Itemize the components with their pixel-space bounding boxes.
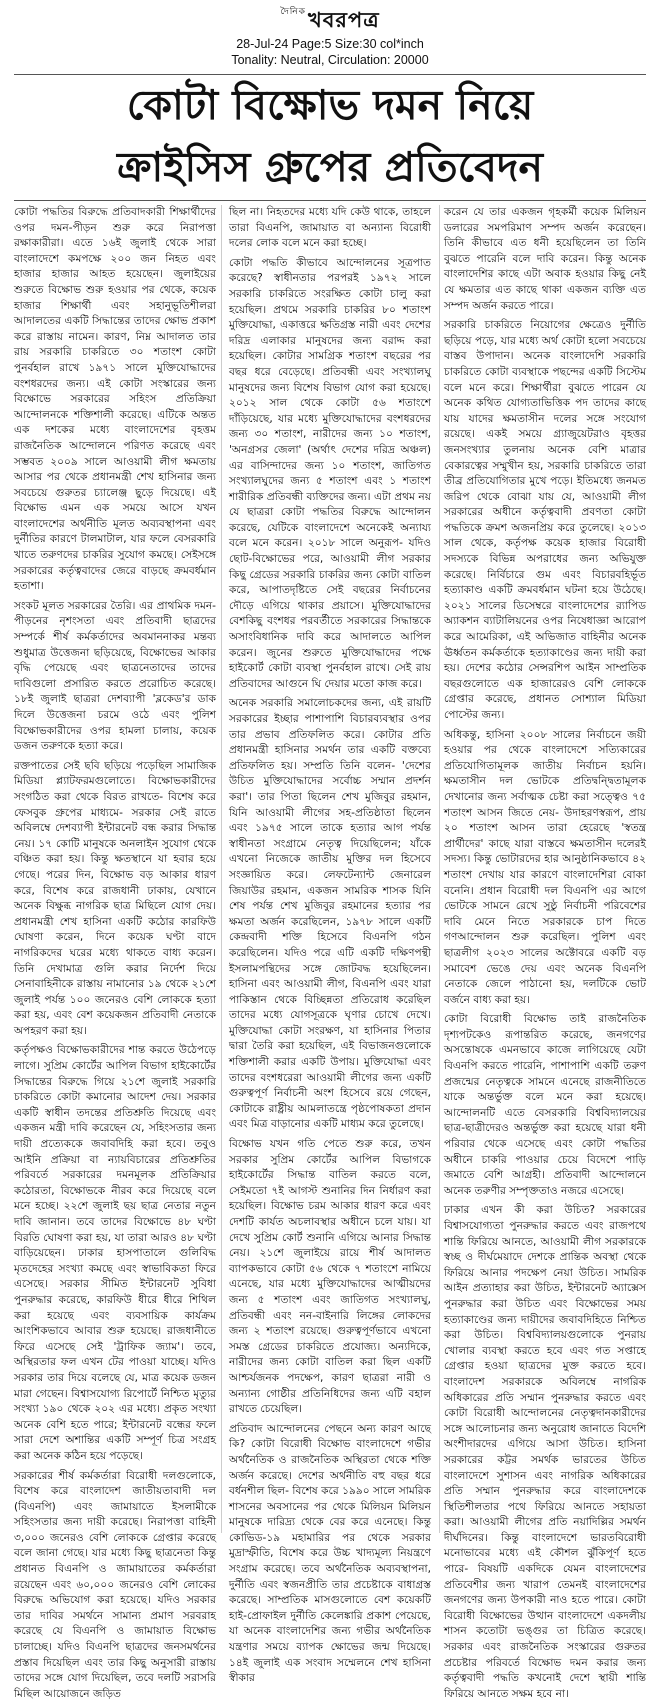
article-paragraph: কর্তৃপক্ষও বিক্ষোভকারীদের শান্ত করতে উঠেপড়ে লাগে। সুপ্রিম কোর্টের আপিল বিভাগ হাইকোর্টের সিদ্ধান্তের বিরুদ্ধে গিয়ে ২১শে জুলাই সরকারি চাকরিতে কোটা কমানোর আদেশ দেয়। সরকার একটি স্বাধীন তদন্তের প্রতিশ্রুতি দিয়েছে এবং একজন মন্ত্রী দাবি করেছেন যে, সহিংসতার জন্য দায়ী প্রত্যেককে জবাবদিহি করা হবে। তবুও আইনি প্রক্রিয়া বা ন্যায়বিচারের প্রতিশ্রুতির পরিবর্তে সরকারের দমনমূলক প্রতিক্রিয়ার কঠোরতা, বিক্ষোভকে নীরব করে দিয়েছে বলে মনে হচ্ছে। ২২শে জুলাই ছয় ছাত্র নেতার নতুন দাবি জানান। তবে তাদের বিক্ষোভে ৪৮ ঘণ্টা বিরতি ঘোষণা করা হয়, যা তারা আরও ৪৮ ঘণ্টা বাড়িয়েছেন। ঢাকার হাসপাতালে গুলিবিদ্ধ মৃতদেহের সংখ্যা কমছে এবং স্বাভাবিকতা ফিরে এসেছে। সরকার সীমিত ইন্টারনেট সুবিধা পুনরুদ্ধার করেছে, কারফিউ ধীরে ধীরে শিথিল করা হয়েছে এবং ব্যবসায়িক কার্যক্রম আংশিকভাবে আবার শুরু হয়েছে। রাজধানীতে ফিরে এসেছে সেই 'ট্রাফিক জ্যাম'। তবে, অস্থিরতার ফল এখন টের পাওয়া যাচ্ছে। যদিও সরকার তার দিয়ে বলেছে যে, মাত্র কয়েক ডজন মারা গেছেন। বিশ্বাসযোগ্য রিপোর্টে নিশ্চিত মৃত্যুর সংখ্যা ১৯০ থেকে ২০২ এর মধ্যে। প্রকৃত সংখ্যা অনেক বেশি হতে পারে; ইন্টারনেট বন্ধের ফলে সারা দেশে অশান্তির একটি সম্পূর্ণ চিত্র সংগ্রহ করা অনেক কঠিন হয়ে পড়েছে।	[14, 1043, 216, 1464]
article-paragraph: অনেক সরকারি সমালোচকদের জন্য, এই রায়টি সরকারের ইচ্ছার পাশাপাশি বিচারব্যবস্থার ওপর তার প্রভাব প্রতিফলিত করে। কোটার প্রতি প্রধানমন্ত্রী হাসিনার সমর্থন তার একটি বক্তব্যে প্রতিফলিত হয়। সম্প্রতি তিনি বলেন- 'দেশের উচিত মুক্তিযোদ্ধাদের সর্বোচ্চ সম্মান প্রদর্শন করা'। তার পিতা ছিলেন শেখ মুজিবুর রহমান, যিনি আওয়ামী লীগের সহ-প্রতিষ্ঠাতা ছিলেন এবং ১৯৭৫ সালে তাকে হত্যার আগ পর্যন্ত স্বাধীনতা সংগ্রামে নেতৃত্ব দিয়েছিলেন; যাঁকে এখনো নিজেকে জাতীয় মুক্তির দল হিসেবে সংজ্ঞায়িত করে। লেফটেন্যান্ট জেনারেল জিয়াউর রহমান, একজন সামরিক শাসক যিনি শেষ পর্যন্ত শেখ মুজিবুর রহমানের হত্যার পর ক্ষমতা অর্জন করেছিলেন, ১৯৭৮ সালে একটি কেন্দ্রবাদী শক্তি হিসেবে বিএনপি গঠন করেছিলেন। যদিও পরে এটি একটি দক্ষিণপন্থী ইসলামপন্থিদের সঙ্গে জোটবদ্ধ হয়েছিলেন। হাসিনা এবং আওয়ামী লীগ, বিএনপি এবং যারা পাকিস্তান থেকে বিচ্ছিন্নতা প্রতিরোধ করেছিল তাদের মধ্যে যোগসূত্রকে ঘৃণার চোখে দেখে। মুক্তিযোদ্ধা কোটা সংরক্ষণ, যা হাসিনার পিতার দ্বারা তৈরি করা হয়েছিল, এই বিভাজনগুলোকে শক্তিশালী করার একটি উপায়। মুক্তিযোদ্ধা এবং তাদের বংশধরেরা আওয়ামী লীগের জন্য একটি গুরুত্বপূর্ণ নির্বাচনী অংশ হিসেবে রয়ে গেছেন, কোটাকে রাষ্ট্রীয় আমলাতন্ত্রে পৃষ্ঠপোষকতা প্রদান এবং মিত্র বাড়ানোর একটি মাধ্যম করে তুলেছে।	[229, 696, 431, 1133]
article-body	[14, 205, 646, 1533]
article-paragraph: ঢাকার এখন কী করা উচিত? সরকারের বিশ্বাসযোগ্যতা পুনরুদ্ধার করতে এবং রাজপথে শান্তি ফিরিয়ে আনতে, আওয়ামী লীগ সরকারকে স্বচ্ছ ও দীর্ঘমেয়াদে দেশকে প্রান্তিক অবস্থা থেকে ফিরিয়ে আনার পদক্ষেপ নেয়া উচিত। সামরিক আইন প্রত্যাহার করা উচিত, ইন্টারনেট অ্যাক্সেস পুনরুদ্ধার করা উচিত এবং বিক্ষোভের সময় হত্যাকাণ্ডের জন্য দায়ীদের জবাবদিহিতে নিশ্চিত করা উচিত। বিশ্ববিদ্যালয়গুলোকে পুনরায় খোলার ব্যবস্থা করতে হবে এবং গত সপ্তাহে গ্রেপ্তার হওয়া ছাত্রদের মুক্ত করতে হবে। বাংলাদেশ সরকারকে অবিলম্বে নাগরিক অধিকারের প্রতি সম্মান পুনরুদ্ধার করতে এবং কোটা বিরোধী আন্দোলনের নেতৃত্বদানকারীদের সঙ্গে আলোচনার জন্য অনুরোধ জানাতে বিদেশি অংশীদারদের এগিয়ে আসা উচিত। হাসিনা সরকারের কট্টর সমর্থক ভারতের উচিত বাংলাদেশে সুশাসন এবং নাগরিক অধিকারের প্রতি সম্মান পুনরুদ্ধার করে বাংলাদেশকে স্থিতিশীলতার পথে ফিরিয়ে আনতে সহায়তা করা। আওয়ামী লীগের প্রতি নয়াদিল্লির সমর্থন দীর্ঘদিনের। কিন্তু বাংলাদেশে ভারতবিরোধী মনোভাবের মধ্যে এই কৌশল ঝুঁকিপূর্ণ হতে পারে- বিষয়টি একদিকে যেমন বাংলাদেশের প্রতিবেশীর জন্য খারাপ তেমনই বাংলাদেশের জনগণের জন্য উপকারী নাও হতে পারে। কোটা বিরোধী বিক্ষোভের উত্থান বাংলাদেশে একদলীয় শাসন কতোটা ভঙ্গুর তা চিত্রিত করেছে। সরকার এবং রাজনৈতিক সংস্কারের গুরুতর প্রচেষ্টার পরিবর্তে বিক্ষোভ দমন করার জন্য কর্তৃত্ববাদী পদ্ধতি কখনোই দেশে স্থায়ী শান্তি ফিরিয়ে আনতে সক্ষম হবে না।	[444, 1203, 646, 1702]
article-paragraph: কোটা পদ্ধতি কীভাবে আন্দোলনের সূত্রপাত করেছে? স্বাধীনতার পরপরই ১৯৭২ সালে সরকারি চাকরিতে সংরক্ষিত কোটা চালু করা হয়েছিল। প্রথমে সরকারি চাকরির ৮০ শতাংশ মুক্তিযোদ্ধা, একাত্তরে ক্ষতিগ্রস্ত নারী এবং দেশের দরিদ্র এলাকার মানুষদের জন্য বরাদ্দ করা হয়েছিল। কোটার সামগ্রিক শতাংশ বছরের পর বছর ধরে বেড়েছে। প্রতিবন্ধী এবং সংখ্যালঘু মানুষদের জন্য বিশেষ বিভাগ যোগ করা হয়েছে। ২০১২ সাল থেকে কোটা ৫৬ শতাংশে দাঁড়িয়েছে, যার মধ্যে মুক্তিযোদ্ধাদের বংশধরদের জন্য ৩০ শতাংশ, নারীদের জন্য ১০ শতাংশ, 'অনগ্রসর জেলা' (অর্থাৎ দেশের দরিদ্র অঞ্চল) এর বাসিন্দাদের জন্য ১০ শতাংশ, জাতিগত সংখ্যালঘুদের জন্য ৫ শতাংশ এবং ১ শতাংশ শারীরিক প্রতিবন্ধী ব্যক্তিদের জন্য। এটা প্রথম নয় যে ছাত্ররা কোটা পদ্ধতির বিরুদ্ধে আন্দোলন করেছে, যেটিকে বাংলাদেশে অনেকেই অন্যায্য বলে মনে করেন। ২০১৮ সালে অনুরূপ- যদিও ছোট-বিক্ষোভের পরে, আওয়ামী লীগ সরকার কিছু গ্রেডের সরকারি চাকরির জন্য কোটা বাতিল করে, আপাতদৃষ্টিতে সেই বছরের নির্বাচনের দৌড়ে এগিয়ে থাকার প্রয়াসে। মুক্তিযোদ্ধাদের বেশকিছু বংশধর পরবর্তীতে সরকারের সিদ্ধান্তকে অসাংবিধানিক দাবি করে আদালতে আপিল করেন। জুনের শুরুতে মুক্তিযোদ্ধাদের পক্ষে হাইকোর্ট কোটা ব্যবস্থা পুনর্বহাল রাখে। সেই রায় প্রতিবাদের আগুনে ঘি দেয়ার মতো কাজ করে।	[229, 256, 431, 693]
headline-line-1: কোটা বিক্ষোভ দমন নিয়ে	[14, 76, 646, 134]
headline-bottom-rule	[14, 200, 646, 201]
article-paragraph: সরকারের শীর্ষ কর্মকর্তারা বিরোধী দলগুলোকে, বিশেষ করে বাংলাদেশ জাতীয়তাবাদী দল (বিএনপি) এবং জামায়াতে ইসলামীকে সহিংসতার জন্য দায়ী করেছে। নিরাপত্তা বাহিনী ৩,০০০ জনেরও বেশি লোককে গ্রেপ্তার করেছে বলে জানা গেছে। যার মধ্যে কিছু ছাত্রনেতা কিন্তু প্রধানত বিএনপি ও জামায়াতের কর্মকর্তারা রয়েছেন এবং ৬০,০০০ জনেরও বেশি লোকের বিরুদ্ধে অভিযোগ করা হয়েছে। যদিও সরকার তার দাবির সমর্থনে সামান্য প্রমাণ সরবরাহ করেছে যে বিএনপি ও জামায়াত বিক্ষোভ চালাচ্ছে। যদিও বিএনপি ছাত্রদের জনসমর্থনের প্রস্তাব দিয়েছিল এবং তার কিছু অনুসারী রাস্তায় তাদের সঙ্গে যোগ দিয়েছিল, তবে দলটি সরাসরি মিছিল আয়োজনে জড়িত	[14, 1469, 216, 1702]
article-paragraph: কোটা বিরোধী বিক্ষোভ তাই রাজনৈতিক দৃশ্যপটকেও রূপান্তরিত করেছে, জনগণের অসন্তোষকে এমনভাবে কাজে লাগিয়েছে যেটা বিএনপি করতে পারেনি, পাশাপাশি একটি তরুণ প্রজন্মের নেতৃত্বকে সামনে এনেছে রাজনীতিতে যাকে অন্তর্ভুক্ত বলে মনে করা হয়েছে। আন্দোলনটি এতে বেসরকারি বিশ্ববিদ্যালয়ের ছাত্র-ছাত্রীদেরও অন্তর্ভুক্ত করা হয়েছে যারা ধনী পরিবার থেকে এসেছে এবং কোটা পদ্ধতির অধীনে চাকরি পাওয়ার চেয়ে বিদেশে পাড়ি জমাতে বেশি আগ্রহী। প্রতিবাদী আন্দোলনে অনেক তরুণীর সম্পৃক্ততাও নজরে এসেছে।	[444, 1012, 646, 1199]
article-paragraph: অধিকন্তু, হাসিনা ২০০৮ সালের নির্বাচনে জয়ী হওয়ার পর থেকে বাংলাদেশে সত্যিকারের প্রতিযোগিতামূলক জাতীয় নির্বাচন হয়নি। ক্ষমতাসীন দল ভোটকে প্রতিদ্বন্দ্বিতামূলক দেখানোর জন্য সর্বাত্মক চেষ্টা করা সত্ত্বেও ৭৫ শতাংশ আসন জিতে নেয়- উদাহরণস্বরূপ, প্রায় ২০ শতাংশ আসন তারা হেরেছে 'স্বতন্ত্র প্রার্থীদের' কাছে যারা বাস্তবে ক্ষমতাসীন দলেরই সদস্য। কিন্তু ভোটারদের হার আনুষ্ঠানিকভাবে ৪২ শতাংশ দেখায় যার কারণে বাংলাদেশিরা বোকা বনেনি। প্রধান বিরোধী দল বিএনপি এর আগে ভোটকে সামনে রেখে সুষ্ঠু নির্বাচনী পরিবেশের দাবি মেনে নিতে সরকারকে চাপ দিতে গণআন্দোলন শুরু করেছিল। পুলিশ এবং ছাত্রলীগ ২০২৩ সালের অক্টোবরে একটি বড় সমাবেশ ভেঙে দেয় এবং অনেক বিএনপি নেতাকে জেলে পাঠানো হয়, দলটিকে ভোট বর্জনে বাধ্য করা হয়।	[444, 728, 646, 1009]
article-column-3	[444, 205, 646, 1533]
article-paragraph: কোটা পদ্ধতির বিরুদ্ধে প্রতিবাদকারী শিক্ষার্থীদের ওপর দমন-পীড়ন শুরু করে নিরাপত্তা রক্ষাকারীরা। এতে ১৬ই জুলাই থেকে সারা বাংলাদেশে কমপক্ষে ২০০ জন নিহত এবং হাজার হাজার আহত হয়েছেন। জুলাইয়ের শুরুতে বিক্ষোভ শুরু হওয়ার পর থেকে, কয়েক হাজার শিক্ষার্থী এবং সহানুভূতিশীলরা আদালতের একটি সিদ্ধান্তের তাদের ক্ষোভ প্রকাশ করে রাস্তায় নামেন। কারণ, নিম্ন আদালত তার রায় সরকারি চাকরিতে ৩০ শতাংশ কোটা পুনর্বহাল রাখে ১৯৭১ সালে মুক্তিযোদ্ধাদের বংশধরদের জন্য। এই কোটা সংস্কারের জন্য বিক্ষোভে সরকারের সহিংস প্রতিক্রিয়া আন্দোলনকে শক্তিশালী করেছে। এটিকে অন্তত এক দশকের মধ্যে বাংলাদেশের বৃহত্তম রাজনৈতিক আন্দোলনে পরিণত করেছে এবং সম্ভবত ২০০৯ সালে আওয়ামী লীগ ক্ষমতায় আসার পর থেকে প্রধানমন্ত্রী শেখ হাসিনার জন্য সবচেয়ে গুরুতর চ্যালেঞ্জ ছুড়ে দিয়েছে। এই বিক্ষোভ এমন এক সময়ে আসে যখন বাংলাদেশের অর্থনীতি মূলত অব্যবস্থাপনা এবং দুর্নীতির কারণে টালমাটাল, যার ফলে বেসরকারি খাতে তরুণদের চাকরির সুযোগ কমছে। সেইসঙ্গে সরকারের কর্তৃত্ববাদের জেরে বাড়ছে ক্রমবর্ধমান হতাশা।	[14, 205, 216, 595]
newspaper-logo	[280, 4, 379, 39]
article-paragraph: প্রতিবাদ আন্দোলনের পেছনে অন্য কারণ আছে কি? কোটা বিরোধী বিক্ষোভ বাংলাদেশে গভীর অর্থনৈতিক ও রাজনৈতিক অস্থিরতা থেকে শক্তি অর্জন করেছে। দেশের অর্থনীতি বহু বছর ধরে বর্ধনশীল ছিল- বিশেষ করে ১৯৯০ সালে সামরিক শাসনের অবসানের পর থেকে মিলিয়ন মিলিয়ন মানুষকে দারিদ্র্য থেকে বের করে এনেছে। কিন্তু কোভিড-১৯ মহামারির পর থেকে সরকার মুদ্রাস্ফীতি, বিশেষ করে উচ্চ খাদ্যমূল্য নিয়ন্ত্রণে সংগ্রাম করেছে। তবে অর্থনৈতিক অব্যবস্থাপনা, দুর্নীতি এবং স্বজনপ্রীতি তার প্রচেষ্টাকে বাধাগ্রস্ত করেছে। সাম্প্রতিক মাসগুলোতে বেশ কয়েকটি হাই-প্রোফাইল দুর্নীতি কেলেঙ্কারি প্রকাশ পেয়েছে, যা অনেক বাংলাদেশির জন্য গভীর অর্থনৈতিক যন্ত্রণার সময়ে ব্যাপক ক্ষোভের জন্ম দিয়েছে। ১৪ই জুলাই এক সংবাদ সম্মেলনে শেখ হাসিনা স্বীকার	[229, 1422, 431, 1687]
article-paragraph: বিক্ষোভ যখন গতি পেতে শুরু করে, তখন সরকার সুপ্রিম কোর্টের আপিল বিভাগকে হাইকোর্টের সিদ্ধান্ত বাতিল করতে বলে, সেইমতো ৭ই আগস্ট শুনানির দিন নির্ধারণ করা হয়েছিল। বিক্ষোভ চরম আকার ধারণ করে এবং দেশটি কার্যত অচলাবস্থার অধীনে চলে যায়। যা দেখে সুপ্রিম কোর্ট শুনানি এগিয়ে আনার সিদ্ধান্ত নেয়। ২১শে জুলাইয়ে রায়ে শীর্ষ আদালত ব্যাপকভাবে কোটা ৫৬ থেকে ৭ শতাংশে নামিয়ে এনেছে, যার মধ্যে মুক্তিযোদ্ধাদের আত্মীয়দের জন্য ৫ শতাংশ এবং জাতিগত সংখ্যালঘু, প্রতিবন্ধী এবং নন-বাইনারি লিঙ্গের লোকদের জন্য ২ শতাংশ রয়েছে। গুরুত্বপূর্ণভাবে এখনো সমস্ত গ্রেডের চাকরিতে প্রযোজ্য। অন্যদিকে, নারীদের জন্য কোটা বাতিল করা ছিল একটি আশ্চর্যজনক পদক্ষেপ, কারণ ছাত্ররা নারী ও অন্যান্য গোষ্ঠীর প্রতিনিধিদের জন্য এটি বহাল রাখতে চেয়েছিল।	[229, 1137, 431, 1418]
article-column-1	[14, 205, 216, 1533]
article-paragraph: করেন যে তার একজন গৃহকর্মী কয়েক মিলিয়ন ডলারের সমপরিমাণ সম্পদ অর্জন করেছেন। তিনি কীভাবে এত ধনী হয়েছিলেন তা তিনি বুঝতে পারেনি বলে দাবি করেন। কিন্তু অনেক বাংলাদেশির কাছে এটা অবাক হওয়ার কিছু নেই যে ক্ষমতার এত কাছে থাকা একজন ব্যক্তি এত সম্পদ অর্জন করতে পারে।	[444, 205, 646, 314]
logo-text: খবরপত্র	[308, 7, 380, 32]
article-paragraph: ছিল না। নিহতদের মধ্যে যদি কেউ থাকে, তাহলে তারা বিএনপি, জামায়াত বা অন্যান্য বিরোধী দলের লোক বলে মনে করা হচ্ছে।	[229, 205, 431, 252]
article-column-2	[229, 205, 431, 1533]
masthead	[0, 0, 660, 38]
article-paragraph: রক্তপাতের সেই ছবি ছড়িয়ে পড়েছিল সামাজিক মিডিয়া প্ল্যাটফরমগুলোতে। বিক্ষোভকারীদের সংগঠিত করা থেকে বিরত রাখতে- বিশেষ করে ফেসবুক গ্রুপের মাধ্যমে- সরকার সেই রাতে অবিলম্বে দেশব্যাপী ইন্টারনেট বন্ধ করার সিদ্ধান্ত নেয়। ১৭ কোটি মানুষকে অনলাইন সুযোগ থেকে বঞ্চিত করা হয়। কিন্তু ক্ষতস্থানে যা হবার হয়ে গেছে। পরের দিন, বিক্ষোভ বড় আকার ধারণ করে, বিশেষ করে রাজধানী ঢাকায়, যেখানে অনেক বিক্ষুব্ধ নাগরিক ছাত্র মিছিলে যোগ দেয়। প্রধানমন্ত্রী শেখ হাসিনা একটি কঠোর কারফিউ ঘোষণা করেন, দিনে কয়েক ঘণ্টা বাদে নাগরিকদের ঘরের মধ্যে থাকতে বাধ্য করেন। তিনি দেখামাত্র গুলি করার নির্দেশ দিয়ে সেনাবাহিনীকে রাস্তায় নামানোর ১৯ থেকে ২১শে জুলাই পর্যন্ত ১০০ জনেরও বেশি লোককে হত্যা করা হয়, এবং বেশ কয়েকজন প্রতিবাদী নেতাকে অপহরণ করা হয়।	[14, 759, 216, 1040]
clip-meta-line-1: 28-Jul-24 Page:5 Size:30 col*inch	[0, 37, 660, 51]
headline-top-rule	[14, 74, 646, 75]
article-paragraph: সরকারি চাকরিতে নিয়োগের ক্ষেত্রেও দুর্নীতি ছড়িয়ে পড়ে, যার মধ্যে অর্থ কোটা হলো সবচেয়ে বাস্তব উপাদান। অনেক বাংলাদেশি সরকারি চাকরিতে কোটা ব্যবস্থাকে পছন্দের একটি সিস্টেম বলে মনে করে। শিক্ষার্থীরা বুঝতে পারেন যে অনেক কথিত যোগ্যতাভিত্তিক পদ তাদের কাছে যায় যাদের ক্ষমতাসীন দলের সঙ্গে সংযোগ রয়েছে। একই সময়ে গ্র্যাজুয়েটরাও বৃহত্তর জনসংখ্যার তুলনায় অনেক বেশি মাত্রার বেকারত্বের সম্মুখীন হয়, সরকারি চাকরিতে তারা তীব্র প্রতিযোগিতার মুখে পড়ে। ইতিমধ্যে জনমত জরিপ থেকে বোঝা যায় যে, আওয়ামী লীগ সরকারের অধীনে কর্তৃত্ববাদী প্রবণতা কোটা পদ্ধতিকে ক্রমশ অজনপ্রিয় করে তুলেছে। ২০১৩ সাল থেকে, কর্তৃপক্ষ কয়েক হাজার বিরোধী সদস্যকে বিভিন্ন অপরাধের জন্য অভিযুক্ত করেছে। নির্বিচারে গুম এবং বিচারবহির্ভূত হত্যাকাণ্ড একটি ক্রমবর্ধমান ঘটনা হয়ে উঠেছে। ২০২১ সালের ডিসেম্বরে বাংলাদেশের র‌্যাপিড অ্যাকশন ব্যাটালিয়নের ওপর নিষেধাজ্ঞা আরোপ করে আমেরিকা, এই অভিজাত বাহিনীর অনেক ঊর্ধ্বতন কর্মকর্তাকে হত্যাকাণ্ডের জন্য দায়ী করা হয়। দেশের কঠোর সেন্সরশিপ আইন সাম্প্রতিক বছরগুলোতে এক হাজারেরও বেশি লোককে গ্রেপ্তার করেছে, প্রধানত সোশ্যাল মিডিয়া পোস্টের জন্য।	[444, 318, 646, 723]
clip-meta-line-2: Tonality: Neutral, Circulation: 20000	[0, 53, 660, 67]
logo-prefix: দৈনিক	[280, 7, 306, 17]
headline-line-2: ক্রাইসিস গ্রুপের প্রতিবেদন	[14, 138, 646, 196]
article-paragraph: সংকট মূলত সরকারের তৈরি। এর প্রাথমিক দমন-পীড়নের নৃশংসতা এবং প্রতিবাদী ছাত্রদের সম্পর্কে শীর্ষ কর্মকর্তাদের অবমাননাকর মন্তব্য শুধুমাত্র উত্তেজনা ছড়িয়েছে, বিক্ষোভের আকার বৃদ্ধি পেয়েছে এবং ছাত্রনেতাদের তাদের দাবিগুলো প্রসারিত করতে প্ররোচিত করেছে। ১৮ই জুলাই ছাত্ররা দেশব্যাপী 'ব্লকেড'র ডাক দিলে উত্তেজনা চরমে ওঠে এবং পুলিশ বিক্ষোভকারীদের ওপর হামলা চালায়, কয়েক ডজন তরুণকে হত্যা করে।	[14, 599, 216, 755]
